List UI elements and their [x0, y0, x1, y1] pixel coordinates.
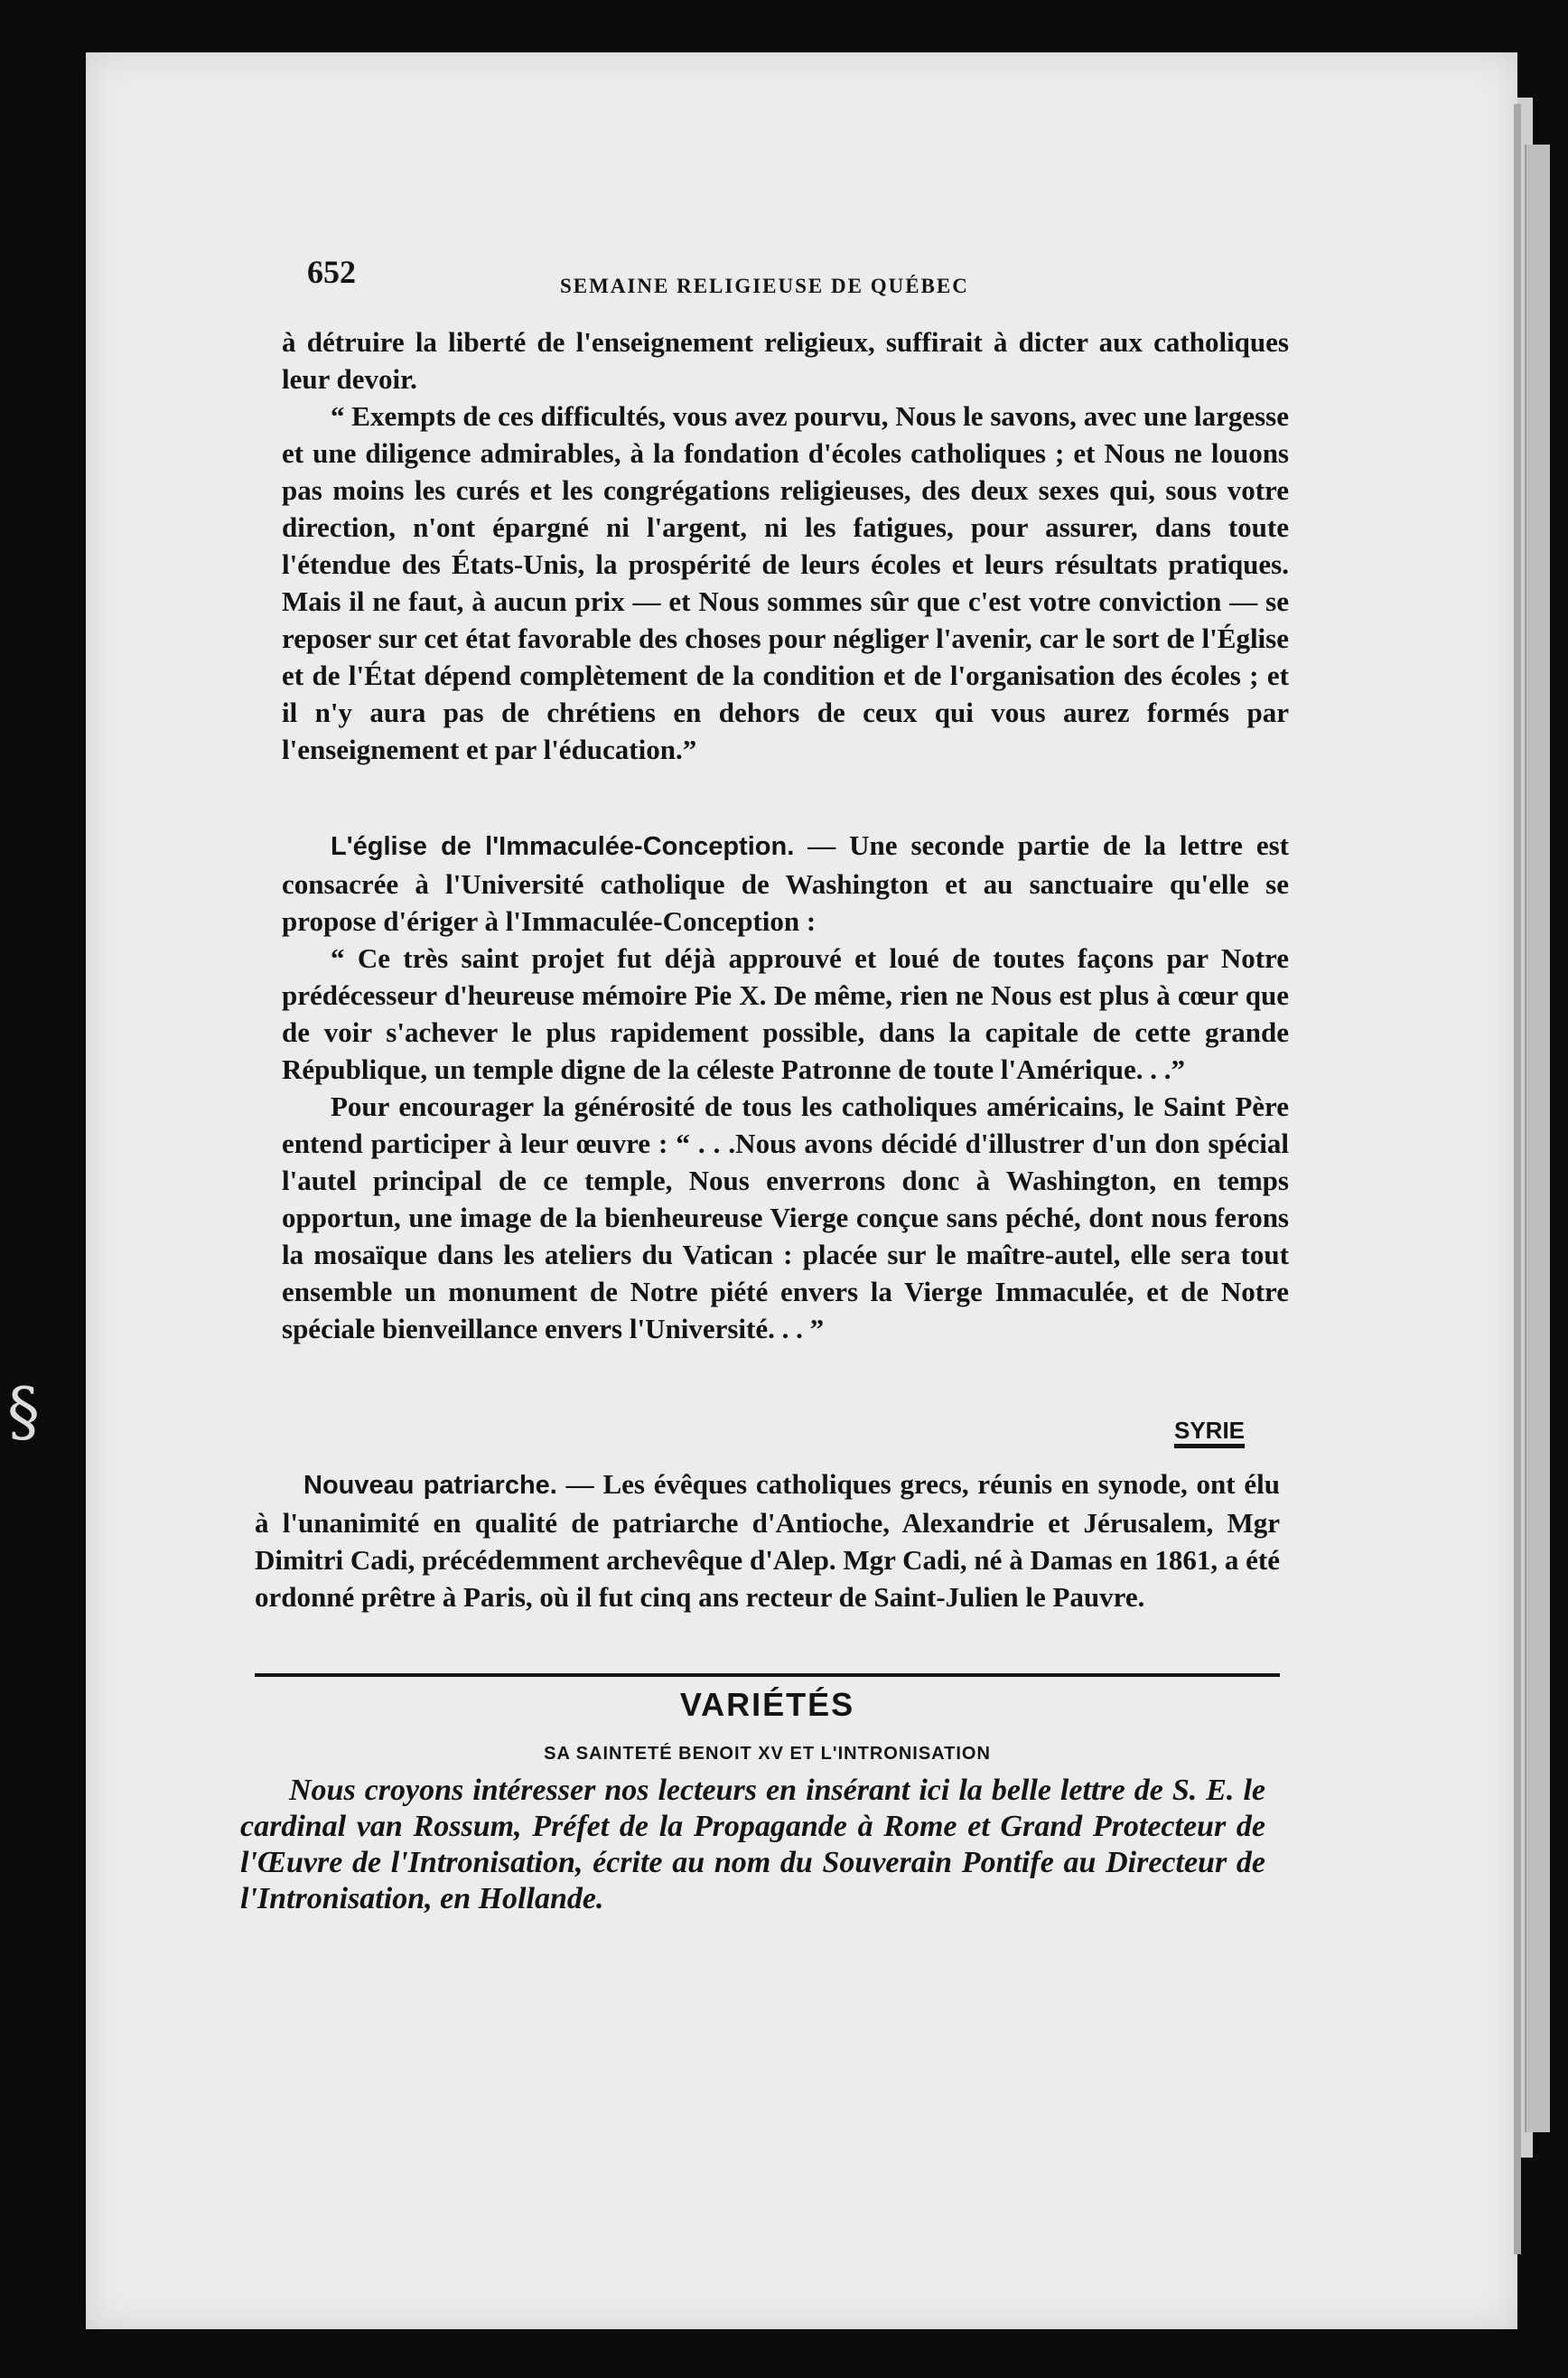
back-page	[1525, 145, 1550, 2132]
section-enseignement	[282, 323, 1289, 768]
section-immaculee-conception	[282, 827, 1289, 1347]
paragraph: “ Exempts de ces difficultés, vous avez pourvu, Nous le savons, avec une largesse et une diligence admirables, à la fondation d'écoles catholiques ; et Nous ne louons pas moins les curés et les congrégations religieuses, des deux sexes qui, sous votre direction, n'ont épargné ni l'argent, ni les fatigues, pour assurer, dans toute l'étendue des États-Unis, la prospérité de leurs écoles et leurs résultats pratiques. Mais il ne faut, à aucun prix — et Nous sommes sûr que c'est votre conviction — se reposer sur cet état favorable des choses pour négliger l'avenir, car le sort de l'Église et de l'État dépend complètement de la condition et de l'organisation des écoles ; et il n'y aura pas de chrétiens en dehors de ceux qui vous aurez formés par l'enseignement et par l'éducation.”	[282, 400, 1289, 765]
paragraph: à détruire la liberté de l'enseignement religieux, suffirait à dicter aux catholiques leur devoir.	[282, 326, 1289, 395]
section-divider	[255, 1673, 1280, 1677]
paragraph: Nous croyons intéresser nos lecteurs en insérant ici la belle lettre de S. E. le cardinal van Rossum, Préfet de la Propagande à Rome et Grand Protecteur de l'Œuvre de l'Intronisation, écrite au nom du Souverain Pontife au Directeur de l'Intronisation, en Hollande.	[240, 1774, 1265, 1915]
page-number: 652	[307, 254, 356, 290]
paragraph	[282, 827, 1289, 940]
run-in-heading: L'église de l'Immaculée-Conception.	[331, 832, 795, 861]
varietes-subtitle: SA SAINTETÉ BENOIT XV ET L'INTRONISATION	[544, 1744, 991, 1764]
paragraph: Pour encourager la générosité de tous les catholiques américains, le Saint Père entend participer à leur œuvre : “ . . .Nous avons décidé d'illustrer d'un don spécial l'autel principal de ce temple, Nous enverrons donc à Washington, en temps opportun, une image de la bienheureuse Vierge conçue sans péché, dont nous ferons la mosaïque dans les ateliers du Vatican : placée sur le maître-autel, elle sera tout ensemble un monument de Notre piété envers la Vierge Immaculée, et de Notre spéciale bienveillance envers l'Université. . . ”	[282, 1091, 1289, 1344]
section-label-syrie: SYRIE	[1174, 1417, 1245, 1448]
paragraph: “ Ce très saint projet fut déjà approuvé et loué de toutes façons par Notre prédécesseur d'heureuse mémoire Pie X. De même, rien ne Nous est plus à cœur que de voir s'achever le plus rapidement possible, dans la capitale de cette grande République, un temple digne de la céleste Patronne de toute l'Amérique. . .”	[282, 942, 1289, 1085]
paragraph-text: — Les évêques catholiques grecs, réunis en synode, ont élu à l'unanimité en qualité de patriarche d'Antioche, Alexandrie et Jérusalem, Mgr Dimitri Cadi, précédemment archevêque d'Alep. Mgr Cadi, né à Damas en 1861, a été ordonné prêtre à Paris, où il fut cinq ans recteur de Saint-Julien le Pauvre.	[255, 1468, 1280, 1613]
margin-mark: §	[7, 1373, 40, 1449]
page-header	[307, 253, 1120, 307]
section-nouveau-patriarche	[255, 1465, 1280, 1615]
varietes-title: VARIÉTÉS	[679, 1686, 855, 1723]
page-edge	[1514, 104, 1521, 2254]
paragraph-text: — Une seconde partie de la lettre est consacrée à l'Université catholique de Washington et au sanctuaire qu'elle se propose d'ériger à l'Immaculée-Conception :	[282, 829, 1289, 937]
paragraph	[255, 1465, 1280, 1615]
run-in-heading: Nouveau patriarche.	[303, 1471, 557, 1500]
running-head: SEMAINE RELIGIEUSE DE QUÉBEC	[560, 275, 969, 297]
section-varietes	[240, 1773, 1265, 1917]
